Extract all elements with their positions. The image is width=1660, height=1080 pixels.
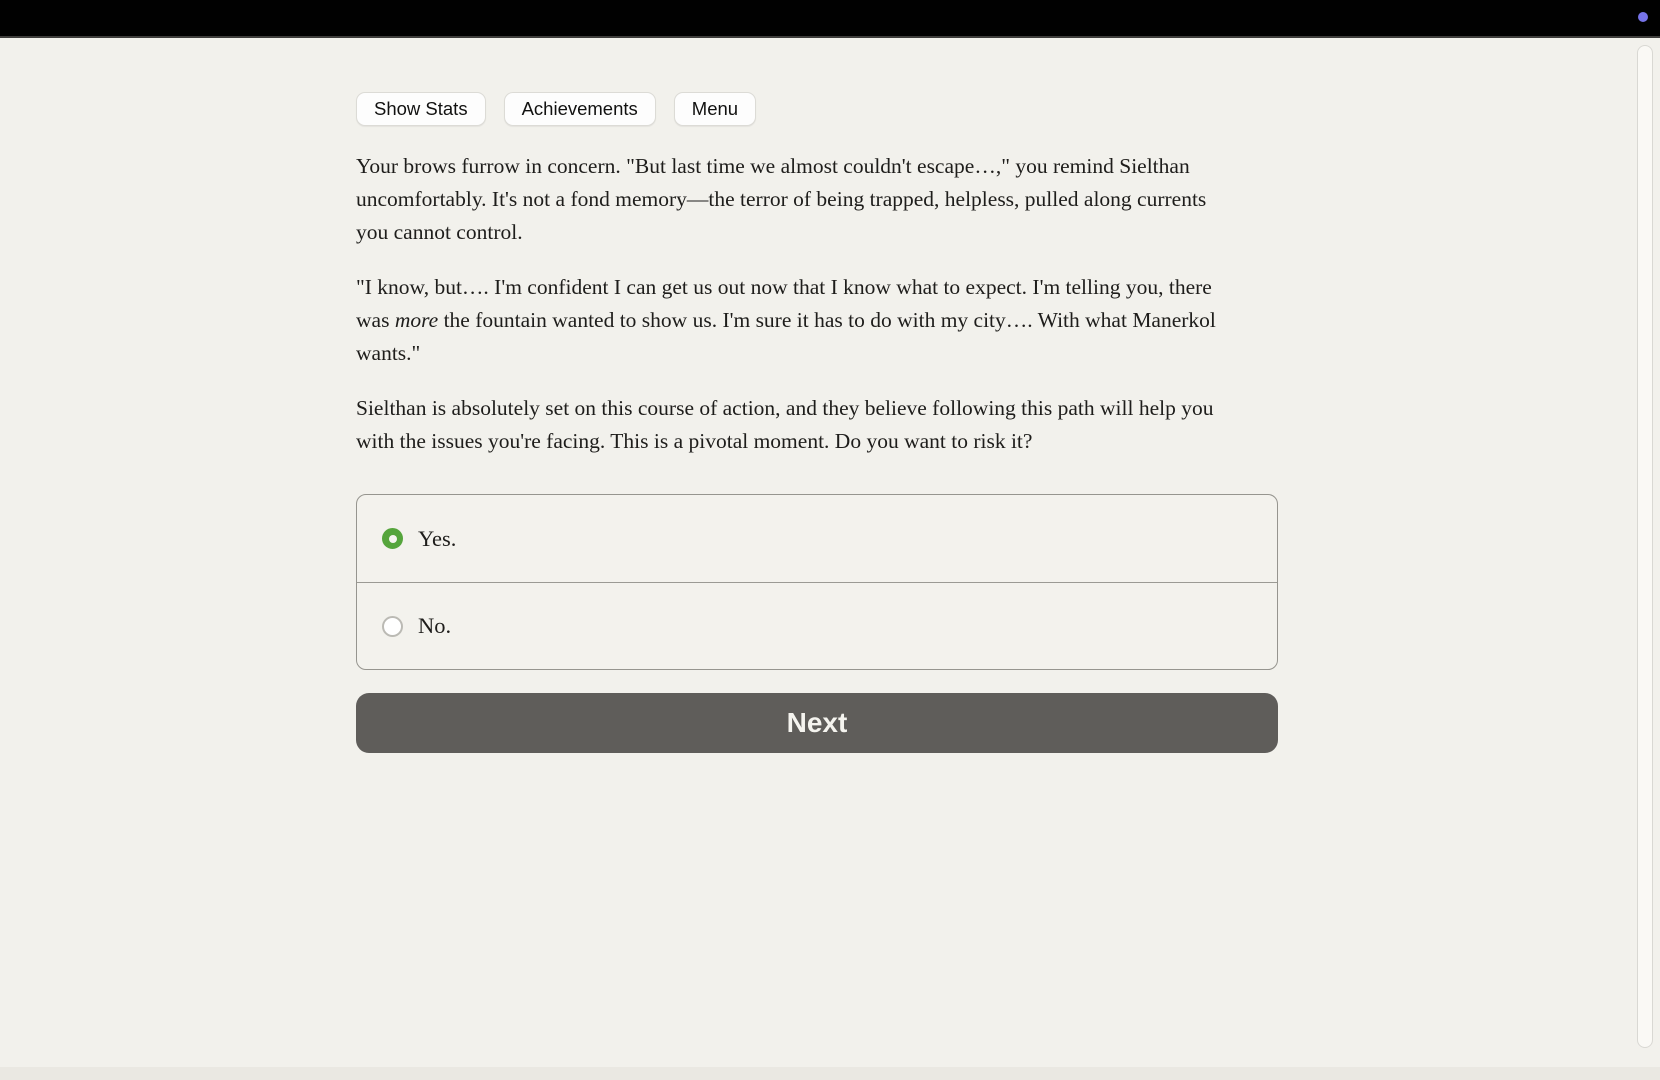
top-bar bbox=[0, 0, 1660, 38]
show-stats-button[interactable]: Show Stats bbox=[356, 92, 486, 126]
story-paragraph: Sielthan is absolutely set on this course of action, and they believe following this path will help you with the issues you're facing. This is a pivotal moment. Do you want to risk it? bbox=[356, 396, 1214, 453]
notification-dot-icon bbox=[1638, 12, 1648, 22]
next-button[interactable]: Next bbox=[356, 693, 1278, 753]
choice-option-yes[interactable] bbox=[357, 495, 1277, 582]
bottom-edge-strip bbox=[0, 1067, 1660, 1080]
menu-button[interactable]: Menu bbox=[674, 92, 756, 126]
story-paragraph: Your brows furrow in concern. "But last time we almost couldn't escape…," you remind Sielthan uncomfortably. It's not a fond memory—the terror of being trapped, helpless, pulled along currents you cannot control. bbox=[356, 154, 1207, 244]
choice-option-label: Yes. bbox=[418, 525, 457, 551]
toolbar bbox=[356, 92, 1278, 126]
radio-selected-icon[interactable] bbox=[382, 528, 403, 549]
game-content bbox=[356, 40, 1278, 753]
choice-option-label: No. bbox=[418, 613, 452, 638]
choice-list bbox=[356, 494, 1278, 670]
story-paragraph: "I know, but…. I'm confident I can get us out now that I know what to expect. I'm telling you, there was more the fountain wanted to show us. I'm sure it has to do with my city…. With what Manerkol wants." bbox=[356, 275, 1216, 365]
radio-unselected-icon[interactable] bbox=[382, 616, 403, 637]
choice-option-no[interactable] bbox=[357, 582, 1277, 669]
scrollbar-thumb[interactable] bbox=[1637, 45, 1653, 1048]
achievements-button[interactable]: Achievements bbox=[504, 92, 656, 126]
story-text bbox=[356, 150, 1216, 458]
